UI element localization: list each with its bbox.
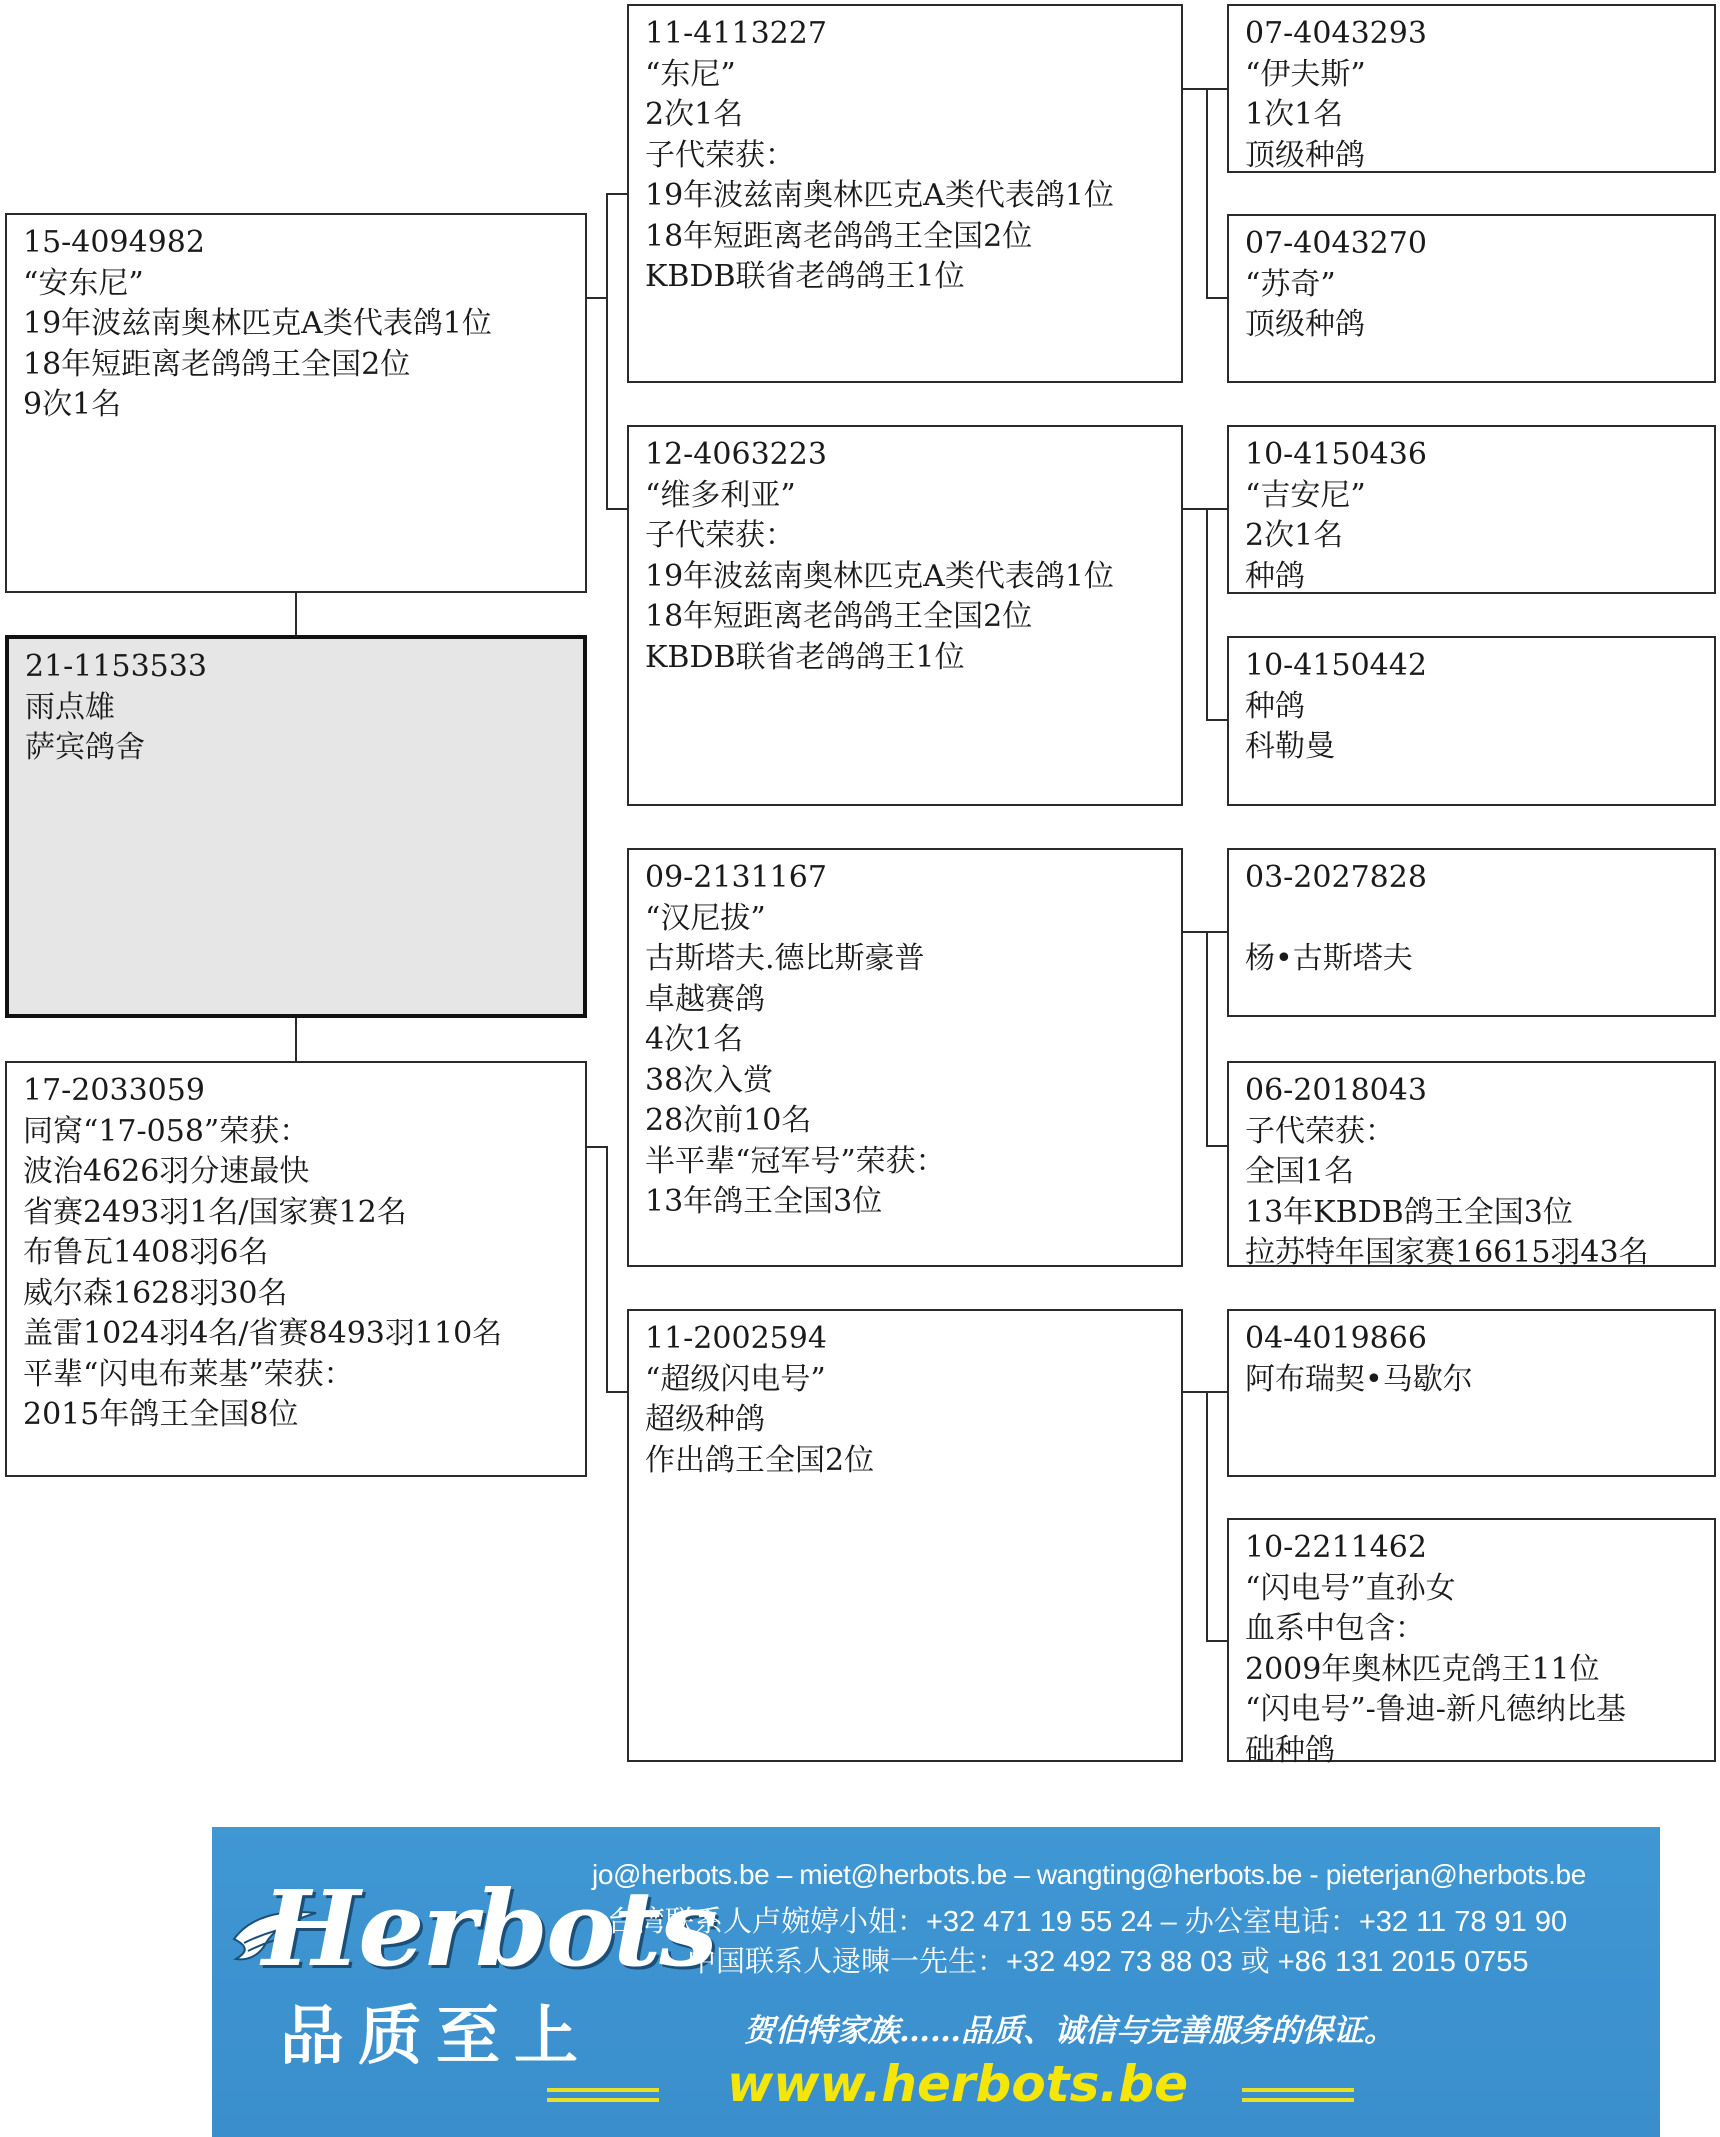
pedigree-dam-box	[5, 1061, 587, 1477]
pedigree-sire-sire-box	[627, 4, 1183, 383]
pedigree-line: 07-4043270	[1245, 226, 1427, 261]
connector-sire-stub	[587, 297, 607, 299]
connector-subject-dam	[295, 1018, 297, 1061]
connector-sire-to-ss	[606, 193, 627, 195]
connector-sire-branch	[606, 193, 608, 509]
pedigree-ss-dam-box	[1227, 214, 1716, 383]
pedigree-line: 9次1名	[23, 387, 122, 422]
connector-ss-branch	[1206, 88, 1208, 298]
pedigree-line: 雨点雄	[25, 689, 115, 725]
pedigree-line: 种鸽	[1245, 688, 1305, 724]
pedigree-line: 18年短距离老鸽鸽王全国2位	[645, 599, 1033, 634]
pedigree-line: 杨•古斯塔夫	[1245, 941, 1413, 976]
connector-ds-stub	[1183, 931, 1207, 933]
divider-right-top	[1242, 2088, 1354, 2092]
slogan: 品质至上	[280, 2000, 592, 2074]
pedigree-line: 12-4063223	[645, 437, 827, 472]
pedigree-line: “伊夫斯”	[1245, 56, 1366, 92]
pedigree-line: 卓越赛鸽	[645, 981, 765, 1017]
pedigree-line: 平辈“闪电布莱基”荣获：	[23, 1356, 354, 1392]
pedigree-line: 4次1名	[645, 1022, 744, 1057]
pedigree-line: “维多利亚”	[645, 477, 796, 513]
pedigree-line: 10-4150442	[1245, 648, 1427, 683]
pedigree-line: 21-1153533	[25, 649, 207, 684]
pedigree-sd-dam-box	[1227, 636, 1716, 806]
pedigree-line: 古斯塔夫.德比斯豪普	[645, 941, 925, 976]
pedigree-ds-sire-box	[1227, 848, 1716, 1017]
connector-ss-stub	[1183, 88, 1207, 90]
pedigree-line: “苏奇”	[1245, 266, 1336, 302]
pedigree-line	[1245, 899, 1698, 940]
pedigree-line: “闪电号”-鲁迪-新凡德纳比基	[1245, 1692, 1626, 1727]
pedigree-line: 子代荣获：	[645, 137, 795, 173]
pedigree-line: KBDB联省老鸽鸽王1位	[645, 639, 965, 675]
pedigree-line: “闪电号”直孙女	[1245, 1570, 1456, 1606]
pedigree-line: 03-2027828	[1245, 860, 1427, 895]
pedigree-line: 13年KBDB鸽王全国3位	[1245, 1194, 1573, 1230]
pedigree-subject-box	[5, 635, 587, 1018]
connector-sd-stub	[1183, 508, 1207, 510]
divider-right-bottom	[1242, 2098, 1354, 2102]
pedigree-line: 07-4043293	[1245, 16, 1427, 51]
pedigree-line: 超级种鸽	[645, 1402, 765, 1437]
pedigree-line: “汉尼拔”	[645, 900, 766, 936]
pedigree-line: 2009年奥林匹克鸽王11位	[1245, 1651, 1600, 1687]
connector-dam-branch	[606, 1146, 608, 1392]
pedigree-line: 11-2002594	[645, 1321, 827, 1356]
pedigree-line: 10-2211462	[1245, 1530, 1427, 1565]
pedigree-line: 18年短距离老鸽鸽王全国2位	[645, 218, 1033, 254]
herbots-banner	[212, 1827, 1660, 2137]
pedigree-line: “吉安尼”	[1245, 477, 1366, 513]
pedigree-line: 萨宾鸽舍	[25, 730, 145, 765]
pedigree-line: 拉苏特年国家赛16615羽43名	[1245, 1235, 1649, 1270]
pedigree-sire-dam-box	[627, 425, 1183, 806]
pedigree-sire-box	[5, 213, 587, 593]
connector-dam-stub	[587, 1146, 607, 1148]
connector-ds-branch	[1206, 931, 1208, 1146]
website-link[interactable]: www.herbots.be	[727, 2055, 1189, 2113]
pedigree-ds-dam-box	[1227, 1061, 1716, 1270]
pedigree-line: 19年波兹南奥林匹克A类代表鸽1位	[23, 306, 492, 341]
pedigree-line: 全国1名	[1245, 1154, 1355, 1189]
contact-china: 中国联系人逯暕一先生：+32 492 73 88 03 或 +86 131 2015 0755	[687, 1946, 1529, 1978]
pedigree-line: 09-2131167	[645, 860, 827, 895]
connector-sd-to-sd-sire	[1206, 508, 1227, 510]
pedigree-line: 布鲁瓦1408羽6名	[23, 1235, 269, 1270]
pedigree-line: “东尼”	[645, 56, 736, 92]
connector-sire-to-sd	[606, 508, 627, 510]
pedigree-line: 19年波兹南奥林匹克A类代表鸽1位	[645, 558, 1114, 594]
pedigree-dam-sire-box	[627, 848, 1183, 1267]
pedigree-line: 科勒曼	[1245, 729, 1335, 764]
pedigree-line: 11-4113227	[645, 16, 827, 51]
pedigree-line: 波治4626羽分速最快	[23, 1154, 310, 1189]
pedigree-line: 2次1名	[645, 97, 744, 132]
divider-left-top	[547, 2088, 659, 2092]
connector-sire-subject	[295, 593, 297, 635]
pedigree-line: 18年短距离老鸽鸽王全国2位	[23, 346, 411, 382]
pedigree-line: 1次1名	[1245, 97, 1344, 132]
tagline: 贺伯特家族……品质、诚信与完善服务的保证。	[744, 2013, 1395, 2049]
pedigree-line: “超级闪电号”	[645, 1361, 826, 1397]
herbots-logo	[232, 1863, 716, 2074]
pedigree-line: 2次1名	[1245, 518, 1344, 553]
pedigree-line: KBDB联省老鸽鸽王1位	[645, 259, 965, 294]
pedigree-line: 15-4094982	[23, 225, 205, 260]
connector-ss-to-ss-sire	[1206, 88, 1227, 90]
pedigree-line: 阿布瑞契•马歇尔	[1245, 1361, 1473, 1397]
pedigree-line: 子代荣获：	[1245, 1113, 1395, 1149]
pedigree-dam-dam-box	[627, 1309, 1183, 1762]
pedigree-line: 04-4019866	[1245, 1321, 1427, 1356]
connector-ss-to-ss-dam	[1206, 297, 1227, 299]
pedigree-line: 17-2033059	[23, 1073, 205, 1108]
connector-dam-to-dd	[606, 1391, 627, 1393]
pedigree-line: 种鸽	[1245, 558, 1305, 594]
pedigree-line: 10-4150436	[1245, 437, 1427, 472]
connector-ds-to-ds-dam	[1206, 1145, 1227, 1147]
contact-emails: jo@herbots.be – miet@herbots.be – wangting@herbots.be - pieterjan@herbots.be	[592, 1859, 1586, 1890]
pedigree-line: 省赛2493羽1名/国家赛12名	[23, 1194, 407, 1230]
pedigree-sd-sire-box	[1227, 425, 1716, 594]
connector-dd-stub	[1183, 1391, 1207, 1393]
pedigree-dd-dam-box	[1227, 1518, 1716, 1768]
pedigree-line: 13年鸽王全国3位	[645, 1184, 883, 1219]
connector-dd-to-dd-dam	[1206, 1640, 1227, 1642]
pedigree-line: 半平辈“冠军号”荣获：	[645, 1143, 946, 1179]
pedigree-line: 06-2018043	[1245, 1073, 1427, 1108]
pedigree-line: 盖雷1024羽4名/省赛8493羽110名	[23, 1316, 503, 1351]
pedigree-line: 19年波兹南奥林匹克A类代表鸽1位	[645, 178, 1114, 213]
connector-ds-to-ds-sire	[1206, 931, 1227, 933]
pedigree-line: 38次入赏	[645, 1062, 774, 1098]
pedigree-line: 作出鸽王全国2位	[645, 1442, 875, 1478]
pedigree-line: 28次前10名	[645, 1103, 812, 1138]
pedigree-line: “安东尼”	[23, 265, 144, 301]
logo-text: Herbots	[262, 1867, 716, 1990]
pedigree-line: 同窝“17-058”荣获：	[23, 1113, 310, 1149]
pedigree-line: 子代荣获：	[645, 518, 795, 553]
divider-left-bottom	[547, 2098, 659, 2102]
pedigree-line: 2015年鸽王全国8位	[23, 1397, 299, 1432]
pedigree-line: 威尔森1628羽30名	[23, 1275, 288, 1311]
pedigree-line: 顶级种鸽	[1245, 137, 1365, 173]
connector-dd-to-dd-sire	[1206, 1391, 1227, 1393]
pedigree-line: 血系中包含：	[1245, 1611, 1425, 1646]
contact-taiwan: 台湾联系人卢婉婷小姐：+32 471 19 55 24 – 办公室电话：+32 11 78 91 90	[607, 1906, 1568, 1938]
pedigree-line: 顶级种鸽	[1245, 307, 1365, 342]
pedigree-dd-sire-box	[1227, 1309, 1716, 1477]
pedigree-ss-sire-box	[1227, 4, 1716, 173]
pedigree-line: 础种鸽	[1245, 1732, 1335, 1768]
connector-dd-branch	[1206, 1391, 1208, 1641]
connector-sd-branch	[1206, 508, 1208, 720]
connector-sd-to-sd-dam	[1206, 719, 1227, 721]
